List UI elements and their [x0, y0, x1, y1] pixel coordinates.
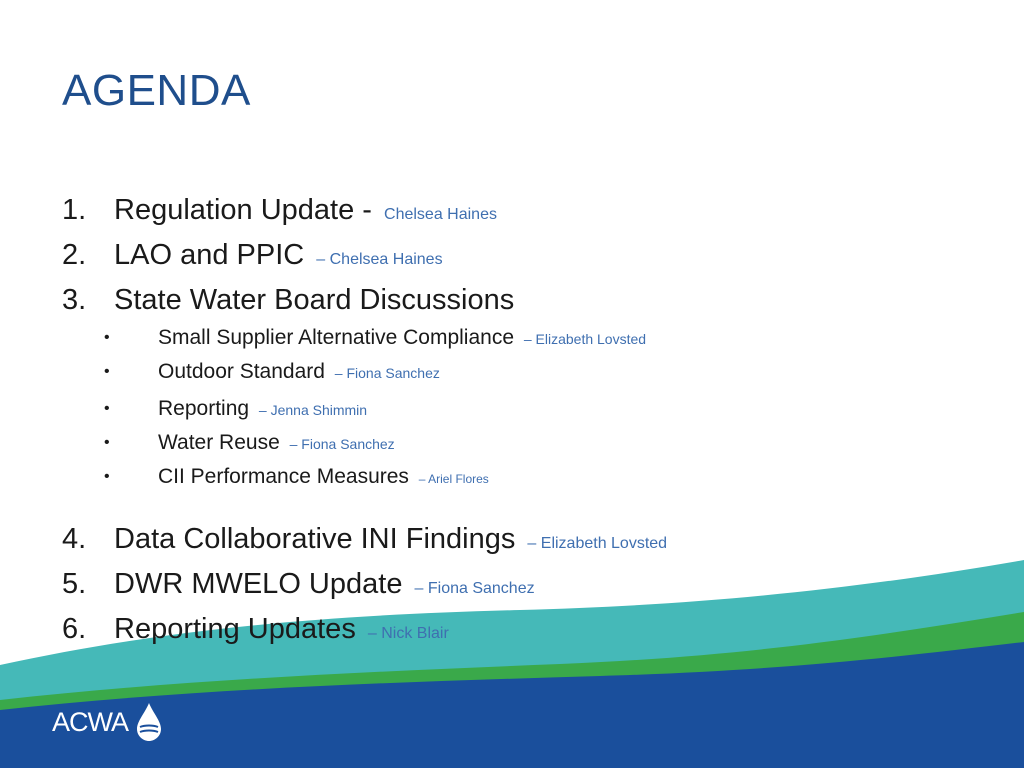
bullet: • — [104, 329, 110, 346]
agenda-item-3 — [62, 284, 514, 317]
item-text: LAO and PPIC — [114, 239, 305, 271]
agenda-subitem-2 — [104, 360, 440, 384]
water-drop-icon — [135, 703, 163, 741]
subitem-presenter: – Elizabeth Lovsted — [523, 331, 647, 347]
item-number: 3. — [62, 284, 87, 316]
bullet: • — [104, 468, 110, 485]
subitem-presenter: – Jenna Shimmin — [258, 402, 368, 418]
item-text: DWR MWELO Update — [114, 568, 403, 600]
agenda-item-2 — [62, 239, 443, 272]
item-number: 6. — [62, 613, 87, 645]
subitem-text: Water Reuse — [158, 431, 280, 454]
item-presenter: – Elizabeth Lovsted — [527, 535, 668, 552]
item-number: 2. — [62, 239, 87, 271]
bullet: • — [104, 434, 110, 451]
agenda-subitem-1 — [104, 326, 646, 350]
item-presenter: Chelsea Haines — [384, 206, 497, 223]
page-title: AGENDA — [62, 66, 251, 115]
item-number: 4. — [62, 523, 87, 555]
item-presenter: – Fiona Sanchez — [414, 580, 535, 597]
subitem-text: Outdoor Standard — [158, 360, 325, 383]
item-presenter: – Chelsea Haines — [316, 251, 443, 268]
item-number: 1. — [62, 194, 87, 226]
acwa-logo — [52, 703, 164, 743]
agenda-item-6 — [62, 613, 449, 646]
bullet: • — [104, 400, 110, 417]
agenda-subitem-4 — [104, 431, 395, 455]
logo-text: ACWA — [52, 707, 128, 737]
item-number: 5. — [62, 568, 87, 600]
agenda-subitem-5 — [104, 465, 489, 489]
subitem-text: Small Supplier Alternative Compliance — [158, 326, 515, 349]
subitem-text: Reporting — [158, 397, 250, 420]
subitem-presenter: – Fiona Sanchez — [334, 365, 440, 381]
subitem-text: CII Performance Measures — [158, 465, 409, 488]
item-text: State Water Board Discussions — [114, 284, 515, 316]
agenda-item-4 — [62, 523, 667, 556]
item-text: Reporting Updates — [114, 613, 356, 645]
item-text: Data Collaborative INI Findings — [114, 523, 516, 555]
agenda-item-1 — [62, 194, 497, 227]
item-text: Regulation Update - — [114, 194, 372, 226]
subitem-presenter: – Fiona Sanchez — [289, 436, 395, 452]
agenda-subitem-3 — [104, 397, 367, 421]
bullet: • — [104, 363, 110, 380]
item-presenter: – Nick Blair — [367, 625, 449, 642]
subitem-presenter: – Ariel Flores — [418, 472, 489, 486]
